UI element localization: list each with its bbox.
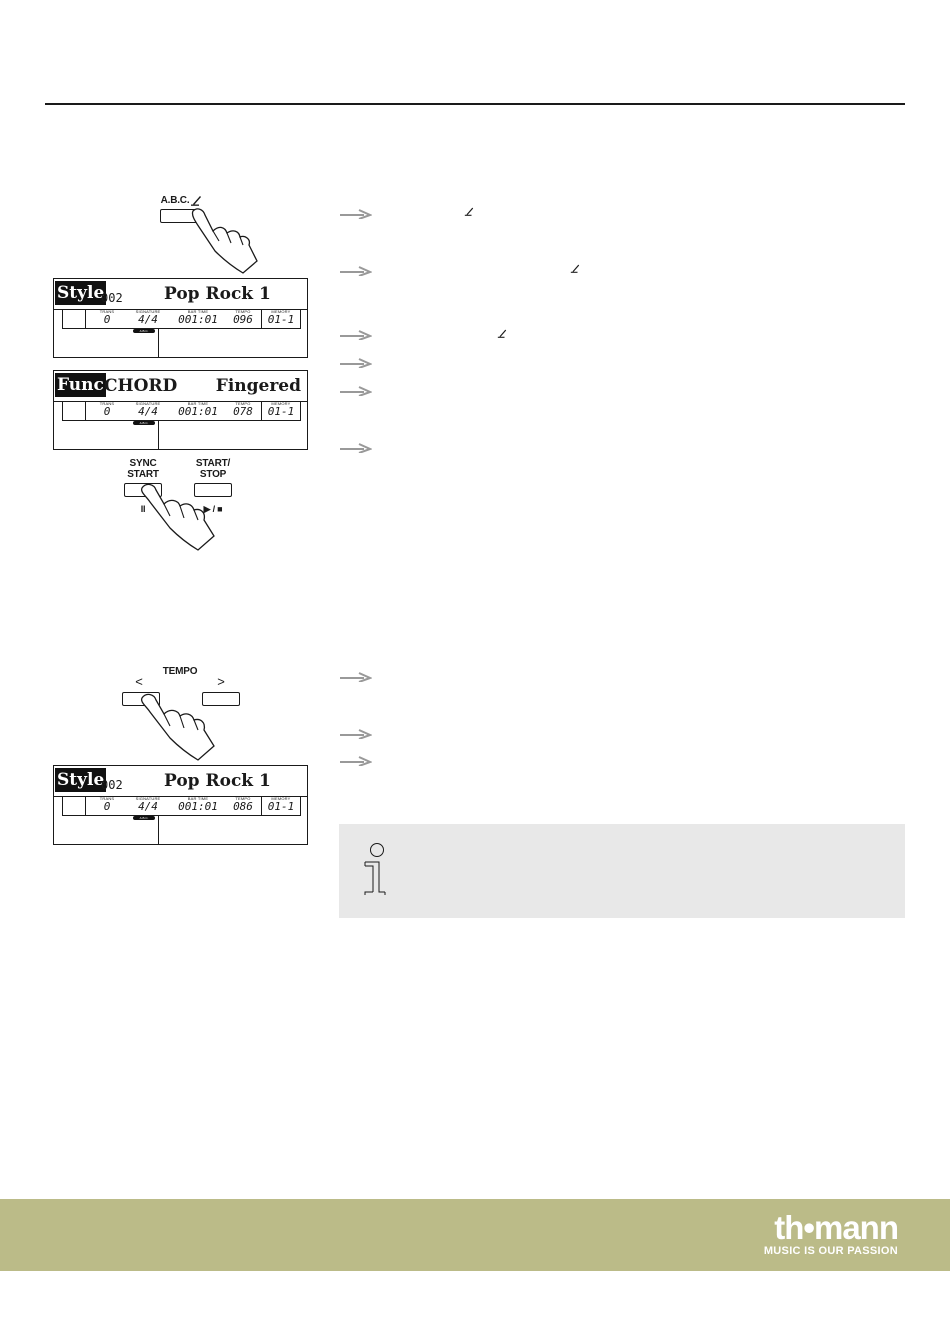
brand-tagline: MUSIC IS OUR PASSION bbox=[763, 1245, 898, 1257]
memory-value: 01-1 bbox=[267, 405, 295, 418]
step-arrow-icon bbox=[340, 266, 372, 276]
tempo-down-chevron: < bbox=[135, 674, 143, 689]
tempo-up-chevron: > bbox=[217, 674, 225, 689]
trans-value: 0 bbox=[103, 313, 111, 326]
style-number: 002 bbox=[101, 778, 123, 792]
tempo-value: 078 bbox=[233, 405, 253, 418]
brand-wordmark: th•mann bbox=[774, 1209, 898, 1246]
style-name: Pop Rock 1 bbox=[164, 284, 271, 304]
signature-value: 4/4 bbox=[138, 800, 158, 813]
signature-label: SIGNATURE bbox=[135, 796, 161, 801]
signature-value: 4/4 bbox=[138, 405, 158, 418]
memory-label: MEMORY bbox=[271, 796, 291, 801]
display-mode-tag: Func bbox=[57, 375, 104, 395]
trans-label: TRANS bbox=[99, 796, 115, 801]
footer-band bbox=[0, 1199, 950, 1271]
step-arrow-icon bbox=[340, 443, 372, 453]
tempo-value: 086 bbox=[233, 800, 253, 813]
info-note bbox=[339, 824, 905, 918]
tempo-label: TEMPO bbox=[235, 401, 251, 406]
signature-value: 4/4 bbox=[138, 313, 158, 326]
tempo-value: 096 bbox=[233, 313, 253, 326]
bartime-value: 001:01 bbox=[178, 800, 218, 813]
info-icon bbox=[363, 842, 393, 896]
sync-start-label-line2: START bbox=[127, 469, 159, 480]
pressing-hand-icon bbox=[138, 692, 222, 762]
pressing-hand-icon bbox=[185, 205, 265, 275]
trans-label: TRANS bbox=[99, 309, 115, 314]
lcd-display-function bbox=[53, 370, 308, 450]
tempo-label: TEMPO bbox=[235, 796, 251, 801]
bartime-label: BAR TIME bbox=[187, 401, 209, 406]
abc-indicator: A.B.C. bbox=[133, 329, 155, 333]
display-mode-tag: Style bbox=[57, 770, 105, 790]
style-name: Pop Rock 1 bbox=[164, 771, 271, 791]
pen-icon bbox=[497, 327, 507, 339]
memory-label: MEMORY bbox=[271, 401, 291, 406]
lcd-display-style bbox=[53, 278, 308, 358]
pen-icon bbox=[464, 205, 474, 217]
style-number: 002 bbox=[101, 291, 123, 305]
memory-value: 01-1 bbox=[267, 313, 295, 326]
step-arrow-icon bbox=[340, 209, 372, 219]
bartime-label: BAR TIME bbox=[187, 796, 209, 801]
header-rule bbox=[45, 103, 905, 105]
trans-value: 0 bbox=[103, 800, 111, 813]
abc-indicator: A.B.C. bbox=[133, 421, 155, 425]
trans-value: 0 bbox=[103, 405, 111, 418]
play-stop-symbol: ▶ / ■ bbox=[203, 504, 223, 514]
memory-value: 01-1 bbox=[267, 800, 295, 813]
pressing-hand-icon bbox=[138, 482, 222, 552]
trans-label: TRANS bbox=[99, 401, 115, 406]
function-name: CHORD bbox=[104, 376, 178, 396]
bartime-value: 001:01 bbox=[178, 405, 218, 418]
tempo-label: TEMPO bbox=[162, 666, 198, 677]
step-arrow-icon bbox=[340, 756, 372, 766]
memory-label: MEMORY bbox=[271, 309, 291, 314]
step-arrow-icon bbox=[340, 386, 372, 396]
display-mode-tag: Style bbox=[57, 283, 105, 303]
tempo-label: TEMPO bbox=[235, 309, 251, 314]
step-arrow-icon bbox=[340, 672, 372, 682]
step-arrow-icon bbox=[340, 330, 372, 340]
signature-label: SIGNATURE bbox=[135, 309, 161, 314]
abc-button-label: A.B.C. bbox=[160, 195, 190, 206]
pause-symbol: II bbox=[140, 504, 146, 514]
signature-label: SIGNATURE bbox=[135, 401, 161, 406]
step-arrow-icon bbox=[340, 358, 372, 368]
start-stop-label-line1: START/ bbox=[195, 458, 231, 469]
function-value: Fingered bbox=[215, 376, 301, 396]
pen-icon bbox=[570, 262, 580, 274]
step-arrow-icon bbox=[340, 729, 372, 739]
bartime-label: BAR TIME bbox=[187, 309, 209, 314]
thomann-logo bbox=[764, 1211, 898, 1258]
abc-indicator: A.B.C. bbox=[133, 816, 155, 820]
sync-start-label-line1: SYNC bbox=[129, 458, 157, 469]
lcd-display-style-tempo bbox=[53, 765, 308, 845]
bartime-value: 001:01 bbox=[178, 313, 218, 326]
start-stop-label-line2: STOP bbox=[199, 469, 227, 480]
